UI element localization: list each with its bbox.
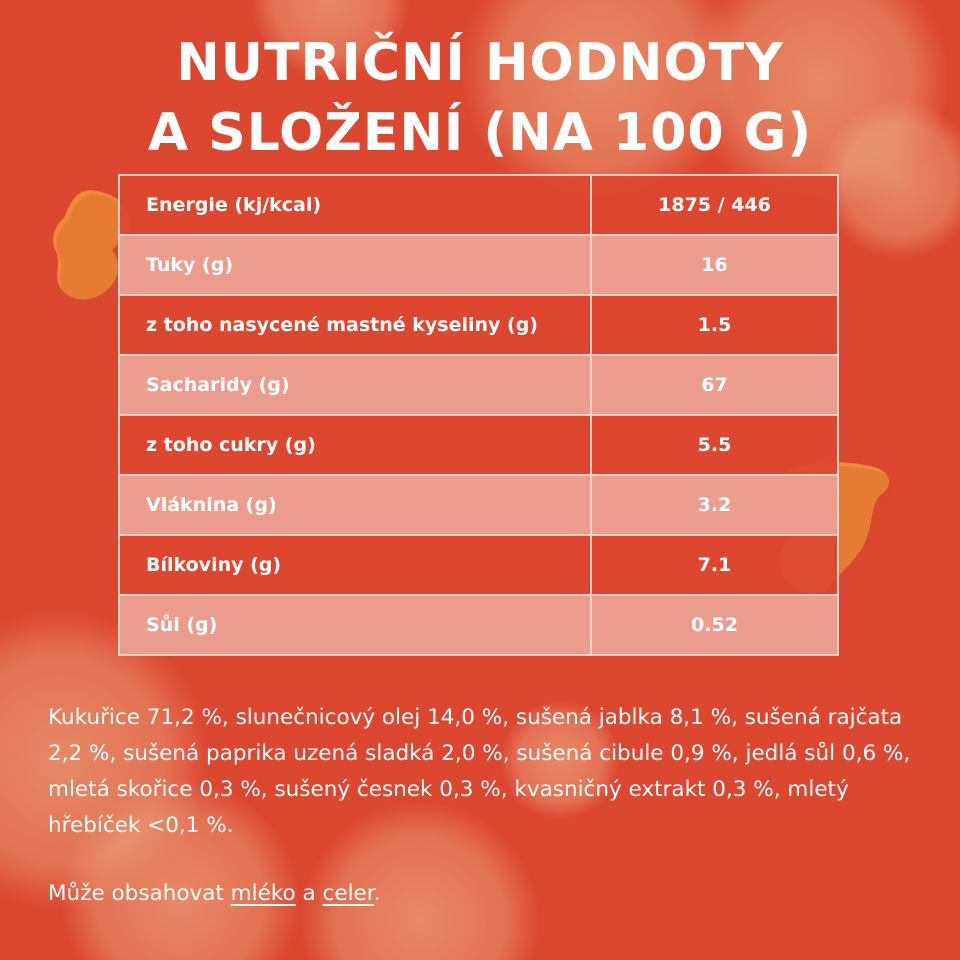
- allergens-suffix: .: [373, 881, 381, 906]
- nutrient-value: 3.2: [591, 475, 838, 535]
- nutrient-value: 67: [591, 355, 838, 415]
- title-line-1: NUTRIČNÍ HODNOTY: [176, 33, 784, 93]
- ingredients-text: Kukuřice 71,2 %, slunečnicový olej 14,0 %, sušená jablka 8,1 %, sušená rajčata 2,2 %, sušená paprika uzená sladká 2,0 %, sušená cibule 0,9 %, jedlá sůl 0,6 %, mletá skořice 0,3 %, sušený česnek 0,3 %, kvasničný extrakt 0,3 %, mletý hřebíček <0,1 %.: [48, 705, 911, 838]
- nutrient-label: Tuky (g): [119, 235, 591, 295]
- nutrient-value: 7.1: [591, 535, 838, 595]
- nutrient-value: 16: [591, 235, 838, 295]
- table-row: [119, 295, 838, 355]
- nutrient-label: Sacharidy (g): [119, 355, 591, 415]
- page-title: [0, 28, 960, 168]
- title-line-2: A SLOŽENÍ (NA 100 G): [147, 103, 813, 163]
- allergen-celery: celer: [322, 881, 374, 906]
- nutrient-value: 1.5: [591, 295, 838, 355]
- table-row: [119, 175, 838, 235]
- allergens-connector: a: [302, 881, 316, 906]
- nutrient-label: z toho cukry (g): [119, 415, 591, 475]
- nutrition-table: [118, 174, 839, 656]
- nutrient-label: Bílkoviny (g): [119, 535, 591, 595]
- nutrient-value: 0.52: [591, 595, 838, 655]
- table-row: [119, 415, 838, 475]
- table-row: [119, 535, 838, 595]
- table-row: [119, 595, 838, 655]
- nutrient-value: 5.5: [591, 415, 838, 475]
- table-row: [119, 475, 838, 535]
- allergens-text: [48, 876, 928, 912]
- nutrient-label: Vláknina (g): [119, 475, 591, 535]
- nutrient-label: Sůl (g): [119, 595, 591, 655]
- allergen-milk: mléko: [230, 881, 296, 906]
- allergens-prefix: Může obsahovat: [48, 881, 224, 906]
- nutrient-value: 1875 / 446: [591, 175, 838, 235]
- nutrient-label: Energie (kj/kcal): [119, 175, 591, 235]
- table-row: [119, 355, 838, 415]
- table-row: [119, 235, 838, 295]
- nutrient-label: z toho nasycené mastné kyseliny (g): [119, 295, 591, 355]
